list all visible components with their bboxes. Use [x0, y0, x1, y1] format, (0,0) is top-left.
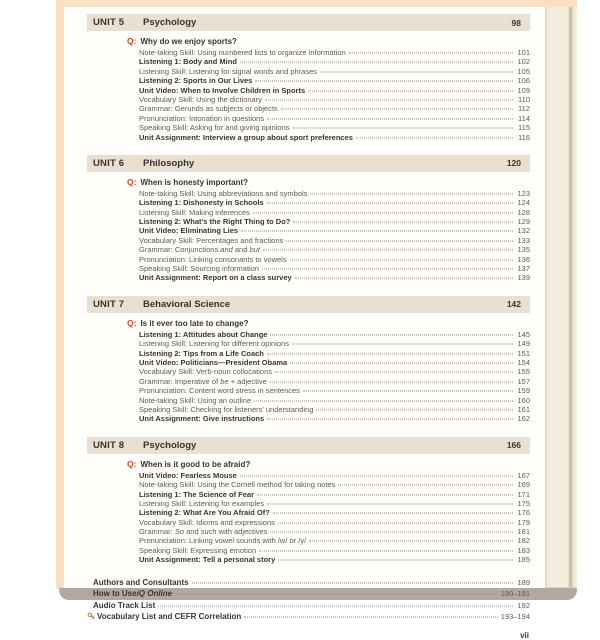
toc-entry-label: Unit Assignment: Give instructions	[139, 414, 265, 424]
unit-section	[87, 296, 530, 424]
dot-leader	[308, 90, 513, 91]
dot-leader	[267, 118, 513, 119]
toc-footer-label: How to Use iQ Online	[93, 589, 173, 599]
unit-section	[87, 437, 530, 565]
dot-leader	[270, 381, 513, 382]
toc-entry-label: Pronunciation: Content word stress in sentences	[139, 386, 300, 396]
toc-entry-label: Unit Assignment: Interview a group about sport preferences	[139, 132, 353, 142]
toc-entry-row	[139, 114, 530, 123]
toc-entry-row	[139, 349, 530, 358]
dot-leader	[158, 605, 513, 606]
toc-entry-label: Listening 2: What’s the Right Thing to Do?	[139, 217, 291, 227]
toc-entry-page-number: 137	[517, 264, 530, 274]
unit-question-text: When is it good to be afraid?	[140, 459, 251, 469]
toc-entry-row	[139, 217, 530, 226]
toc-footer-label: Audio Track List	[93, 600, 156, 610]
toc-footer-row	[87, 612, 530, 624]
dot-leader	[241, 231, 513, 232]
toc-entry-row	[139, 396, 530, 405]
dot-leader	[275, 372, 513, 373]
toc-entry-row	[139, 471, 530, 480]
toc-footer-page-number: 189	[517, 577, 530, 587]
toc-entry-page-number: 112	[518, 104, 530, 114]
toc-entry-page-number: 132	[517, 226, 530, 236]
toc-entry-page-number: 159	[517, 386, 530, 396]
q-prefix-icon: Q:	[127, 317, 137, 328]
dot-leader	[293, 222, 513, 223]
unit-number-label: UNIT 6	[93, 157, 125, 169]
q-prefix-icon: Q:	[127, 36, 137, 46]
toc-entry-label: Note-taking Skill: Using abbreviations and symbols	[139, 188, 308, 198]
toc-entry-row	[139, 367, 530, 376]
unit-question-row	[127, 36, 530, 46]
toc-entry-page-number: 128	[517, 207, 530, 217]
dot-leader	[309, 541, 513, 542]
toc-entry-page-number: 176	[517, 508, 530, 518]
toc-entry-row	[139, 236, 530, 245]
dot-leader	[267, 203, 513, 204]
book-cover-top-edge	[56, 0, 577, 7]
toc-entry-label: Listening Skill: Making inferences	[139, 207, 250, 217]
unit-start-page-number: 98	[511, 17, 521, 28]
toc-entry-label: Grammar: Conjunctions and and but	[139, 245, 260, 255]
dot-leader	[267, 353, 513, 354]
unit-question-text: Is it ever too late to change?	[140, 318, 249, 328]
unit-question-row	[127, 318, 530, 328]
table-of-contents	[64, 7, 545, 640]
dot-leader	[192, 582, 513, 583]
toc-entry-label: Listening 1: Attitudes about Change	[139, 329, 268, 339]
dot-leader	[281, 109, 513, 110]
dot-leader	[292, 344, 513, 345]
toc-entry-label: Grammar: Gerunds as subjects or objects	[139, 104, 278, 114]
toc-entry-row	[139, 527, 530, 536]
unit-start-page-number: 142	[506, 299, 521, 310]
toc-footer-row	[87, 589, 530, 601]
unit-header-bar	[87, 14, 530, 31]
toc-entry-page-number: 179	[517, 517, 530, 527]
toc-entry-label: Unit Video: Politicians—President Obama	[139, 357, 288, 367]
toc-entry-row	[139, 264, 530, 273]
toc-entry-page-number: 102	[517, 57, 530, 67]
toc-entry-row	[139, 490, 530, 499]
toc-footer-page-number: 192	[517, 600, 530, 610]
unit-section	[87, 155, 530, 283]
toc-footer-page-number: 190–191	[500, 589, 530, 599]
toc-entry-page-number: 167	[517, 470, 530, 480]
toc-entry-label: Unit Assignment: Tell a personal story	[139, 555, 276, 565]
toc-entry-page-number: 123	[517, 188, 530, 198]
unit-subject-label: Psychology	[143, 439, 197, 451]
toc-entry-label: Grammar: So and such with adjectives	[139, 527, 268, 537]
toc-footer-row	[87, 578, 530, 590]
page-stack-right-edge	[545, 7, 577, 589]
toc-entry-page-number: 155	[517, 367, 530, 377]
toc-entry-page-number: 181	[517, 527, 530, 537]
toc-entry-row	[139, 48, 530, 57]
toc-entry-row	[139, 86, 530, 95]
toc-entry-page-number: 114	[518, 113, 530, 123]
toc-entry-label: Vocabulary Skill: Using the dictionary	[139, 94, 262, 104]
toc-page	[64, 7, 545, 640]
toc-entry-row	[139, 76, 530, 85]
toc-entry-label: Speaking Skill: Sourcing information	[139, 264, 260, 274]
unit-question-text: Why do we enjoy sports?	[140, 37, 237, 46]
dot-leader	[257, 494, 513, 495]
unit-question-row	[127, 459, 530, 469]
toc-entry-row	[139, 104, 530, 113]
toc-entry-row	[139, 208, 530, 217]
unit-header-bar	[87, 296, 530, 313]
dot-leader	[267, 419, 513, 420]
toc-entry-page-number: 183	[517, 545, 530, 555]
toc-entry-page-number: 175	[517, 498, 530, 508]
toc-entry-page-number: 129	[517, 217, 530, 227]
toc-entry-page-number: 110	[518, 94, 530, 104]
toc-entry-label: Unit Video: Fearless Mouse	[139, 470, 237, 480]
dot-leader	[255, 81, 513, 82]
dot-leader	[290, 362, 513, 363]
dot-leader	[273, 513, 513, 514]
toc-entry-label: Unit Video: Eliminating Lies	[139, 226, 239, 236]
toc-entry-row	[139, 499, 530, 508]
dot-leader	[316, 409, 513, 410]
dot-leader	[310, 193, 513, 194]
toc-entry-page-number: 124	[517, 198, 530, 208]
toc-entry-row	[139, 255, 530, 264]
dot-leader	[286, 240, 513, 241]
toc-entry-page-number: 149	[517, 339, 530, 349]
dot-leader	[175, 594, 498, 595]
dot-leader	[278, 522, 513, 523]
toc-entry-row	[139, 414, 530, 423]
dot-leader	[290, 259, 513, 260]
toc-entry-page-number: 171	[517, 489, 530, 499]
toc-entry-row	[139, 386, 530, 395]
toc-entry-page-number: 133	[517, 235, 530, 245]
toc-units	[87, 14, 530, 565]
key-icon	[87, 612, 96, 621]
toc-entry-row	[139, 198, 530, 207]
toc-entry-label: Pronunciation: Linking vowel sounds with /w/ or /y/	[139, 536, 307, 546]
toc-entry-label: Listening Skill: Listening for different opinions	[139, 339, 289, 349]
dot-leader	[278, 560, 513, 561]
unit-number-label: UNIT 7	[93, 298, 125, 310]
toc-entry-label: Pronunciation: Intonation in questions	[139, 113, 265, 123]
dot-leader	[263, 250, 513, 251]
toc-entry-row	[139, 133, 530, 142]
dot-leader	[244, 617, 497, 618]
toc-entry-row	[139, 377, 530, 386]
toc-entry-row	[139, 555, 530, 564]
book-page	[56, 0, 577, 640]
toc-entry-page-number: 105	[517, 66, 530, 76]
toc-entry-label: Vocabulary Skill: Verb-noun collocations	[139, 367, 272, 377]
unit-number-label: UNIT 5	[93, 17, 125, 28]
dot-leader	[338, 485, 513, 486]
toc-entry-row	[139, 339, 530, 348]
toc-entry-page-number: 162	[517, 414, 530, 424]
toc-entry-row	[139, 405, 530, 414]
toc-entry-label: Speaking Skill: Expressing emotion	[139, 545, 257, 555]
toc-entry-label: Vocabulary Skill: Percentages and fractions	[139, 235, 284, 245]
unit-subject-label: Philosophy	[143, 157, 195, 169]
toc-entry-label: Listening 1: The Science of Fear	[139, 489, 255, 499]
dot-leader	[295, 278, 513, 279]
toc-entry-label: Pronunciation: Linking consonants to vowels	[139, 254, 287, 264]
toc-entry-page-number: 139	[517, 273, 530, 283]
toc-entry-row	[139, 245, 530, 254]
dot-leader	[265, 99, 513, 100]
toc-entry-page-number: 115	[518, 123, 530, 133]
q-prefix-icon: Q:	[127, 458, 137, 469]
dot-leader	[320, 71, 513, 72]
toc-entry-label: Listening Skill: Listening for signal words and phrases	[139, 66, 318, 76]
toc-footer	[87, 578, 530, 624]
dot-leader	[303, 391, 513, 392]
toc-entry-page-number: 154	[517, 357, 530, 367]
unit-header-bar	[87, 155, 530, 172]
toc-entry-label: Listening 1: Body and Mind	[139, 57, 237, 67]
toc-entry-row	[139, 358, 530, 367]
toc-entry-page-number: 169	[517, 480, 530, 490]
toc-entry-page-number: 135	[517, 245, 530, 255]
toc-entry-page-number: 106	[517, 76, 530, 86]
toc-entry-page-number: 151	[517, 348, 530, 358]
dot-leader	[356, 137, 513, 138]
toc-entry-row	[139, 508, 530, 517]
dot-leader	[270, 334, 513, 335]
toc-entry-page-number: 157	[517, 376, 530, 386]
toc-entry-label: Listening Skill: Listening for examples	[139, 498, 265, 508]
toc-entry-page-number: 145	[517, 329, 530, 339]
unit-subject-label: Behavioral Science	[143, 298, 231, 310]
toc-entry-label: Note-taking Skill: Using an outline	[139, 395, 252, 405]
toc-footer-page-number: 193–194	[500, 612, 530, 622]
unit-question-row	[127, 177, 530, 187]
unit-start-page-number: 120	[506, 158, 521, 169]
unit-question-text: When is honesty important?	[140, 177, 249, 187]
toc-entry-label: Grammar: Imperative of be + adjective	[139, 376, 267, 386]
toc-entry-page-number: 101	[517, 48, 530, 57]
toc-entry-label: Speaking Skill: Asking for and giving opinions	[139, 123, 290, 133]
toc-entry-label: Listening 2: Tips from a Life Coach	[139, 348, 264, 358]
dot-leader	[253, 212, 513, 213]
toc-entry-page-number: 185	[517, 555, 530, 565]
folio-page-number: vii	[520, 630, 529, 640]
toc-entry-row	[139, 546, 530, 555]
dot-leader	[270, 532, 513, 533]
toc-entry-row	[139, 273, 530, 282]
book-cover-left-edge	[56, 0, 64, 589]
unit-header-bar	[87, 437, 530, 454]
toc-entry-row	[139, 95, 530, 104]
toc-entry-row	[139, 226, 530, 235]
toc-entry-label: Listening 2: What Are You Afraid Of?	[139, 508, 270, 518]
toc-footer-label: Authors and Consultants	[93, 577, 189, 587]
unit-subject-label: Psychology	[143, 17, 197, 28]
toc-entry-page-number: 161	[517, 404, 530, 414]
q-prefix-icon: Q:	[127, 176, 137, 187]
dot-leader	[240, 62, 513, 63]
toc-footer-label: Vocabulary List and CEFR Correlation	[93, 612, 241, 621]
unit-start-page-number: 166	[506, 440, 521, 451]
dot-leader	[240, 475, 513, 476]
toc-entry-label: Unit Video: When to Involve Children in Sports	[139, 85, 306, 95]
toc-entry-row	[139, 57, 530, 66]
toc-entry-row	[139, 536, 530, 545]
dot-leader	[254, 400, 513, 401]
toc-entry-page-number: 109	[517, 85, 530, 95]
toc-entry-label: Listening 2: Sports in Our Lives	[139, 76, 253, 86]
toc-entry-label: Note-taking Skill: Using the Cornell method for taking notes	[139, 480, 336, 490]
toc-entry-label: Note-taking Skill: Using numbered lists to organize information	[139, 48, 346, 57]
dot-leader	[349, 53, 513, 54]
toc-entry-row	[139, 330, 530, 339]
dot-leader	[259, 550, 513, 551]
toc-entry-page-number: 116	[518, 132, 530, 142]
toc-entry-row	[139, 480, 530, 489]
toc-entry-label: Unit Assignment: Report on a class survey	[139, 273, 292, 283]
toc-entry-page-number: 160	[517, 395, 530, 405]
toc-entry-label: Vocabulary Skill: Idioms and expressions	[139, 517, 275, 527]
toc-entry-row	[139, 518, 530, 527]
unit-number-label: UNIT 8	[93, 439, 125, 451]
dot-leader	[267, 503, 513, 504]
toc-entry-page-number: 136	[517, 254, 530, 264]
toc-footer-row	[87, 601, 530, 613]
dot-leader	[262, 269, 513, 270]
toc-entry-label: Speaking Skill: Checking for listeners’ understanding	[139, 404, 314, 414]
dot-leader	[293, 128, 513, 129]
toc-entry-row	[139, 123, 530, 132]
toc-entry-label: Listening 1: Dishonesty in Schools	[139, 198, 264, 208]
toc-entry-row	[139, 67, 530, 76]
toc-entry-row	[139, 189, 530, 198]
unit-section	[87, 14, 530, 142]
toc-entry-page-number: 182	[517, 536, 530, 546]
